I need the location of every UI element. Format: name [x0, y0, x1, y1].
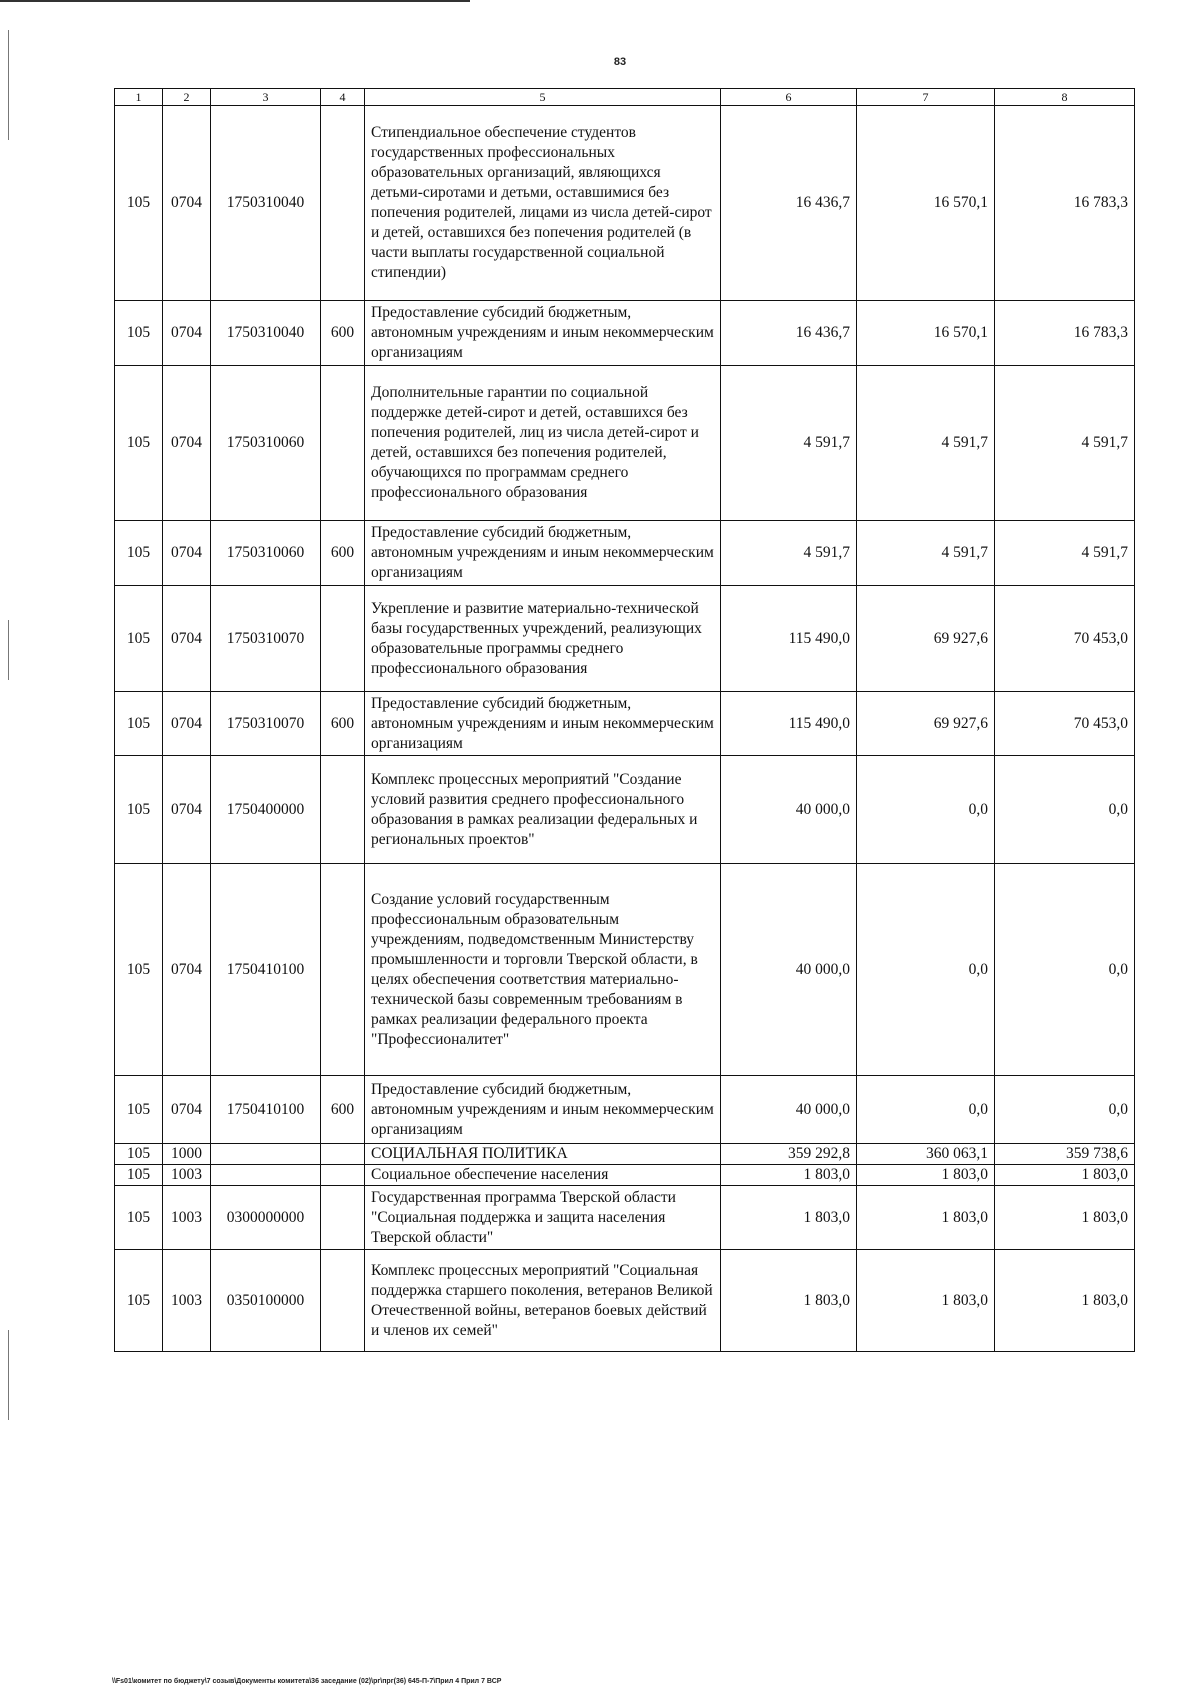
row-description: Предоставление субсидий бюджетным, автономным учреждениям и иным некоммерческим организациям — [365, 521, 721, 586]
scan-mark — [8, 1330, 9, 1420]
table-row — [115, 1076, 1135, 1144]
amount-col7: 69 927,6 — [857, 586, 995, 692]
target-article-code: 1750410100 — [211, 1076, 321, 1144]
table-row — [115, 366, 1135, 521]
scan-mark — [8, 620, 9, 680]
ministry-code: 105 — [115, 586, 163, 692]
scan-border-line — [0, 0, 470, 2]
section-code: 0704 — [163, 521, 211, 586]
section-code: 0704 — [163, 756, 211, 864]
amount-col8: 16 783,3 — [995, 106, 1135, 301]
amount-col7: 16 570,1 — [857, 106, 995, 301]
target-article-code: 0350100000 — [211, 1250, 321, 1352]
expense-type-code — [321, 756, 365, 864]
expense-type-code: 600 — [321, 692, 365, 756]
amount-col7: 0,0 — [857, 756, 995, 864]
amount-col8: 70 453,0 — [995, 586, 1135, 692]
ministry-code: 105 — [115, 521, 163, 586]
page-number: 83 — [613, 56, 627, 68]
expense-type-code — [321, 1144, 365, 1165]
amount-col7: 1 803,0 — [857, 1186, 995, 1250]
amount-col6: 1 803,0 — [721, 1250, 857, 1352]
expense-type-code — [321, 586, 365, 692]
expense-type-code — [321, 1165, 365, 1186]
row-description: Предоставление субсидий бюджетным, автономным учреждениям и иным некоммерческим организациям — [365, 1076, 721, 1144]
amount-col7: 360 063,1 — [857, 1144, 995, 1165]
row-description: Создание условий государственным профессиональным образовательным учреждениям, подведомственным Министерству промышленности и торговли Тверской области, в целях обеспечения соответствия материально-технической базы современным требованиям в рамках реализации федерального проекта "Профессионалитет" — [365, 864, 721, 1076]
expense-type-code — [321, 1186, 365, 1250]
section-code: 0704 — [163, 692, 211, 756]
row-description: Государственная программа Тверской области "Социальная поддержка и защита населения Тверской области" — [365, 1186, 721, 1250]
amount-col6: 4 591,7 — [721, 521, 857, 586]
expense-type-code: 600 — [321, 521, 365, 586]
target-article-code — [211, 1165, 321, 1186]
table-row — [115, 1144, 1135, 1165]
target-article-code: 1750310060 — [211, 366, 321, 521]
section-code: 0704 — [163, 864, 211, 1076]
table-row — [115, 586, 1135, 692]
section-code: 0704 — [163, 586, 211, 692]
amount-col8: 0,0 — [995, 756, 1135, 864]
target-article-code: 1750400000 — [211, 756, 321, 864]
amount-col7: 16 570,1 — [857, 301, 995, 366]
amount-col7: 0,0 — [857, 1076, 995, 1144]
amount-col8: 359 738,6 — [995, 1144, 1135, 1165]
scan-mark — [8, 30, 9, 140]
section-code: 0704 — [163, 366, 211, 521]
target-article-code: 0300000000 — [211, 1186, 321, 1250]
row-description: Комплекс процессных мероприятий "Социальная поддержка старшего поколения, ветеранов Великой Отечественной войны, ветеранов боевых действий и членов их семей" — [365, 1250, 721, 1352]
amount-col6: 16 436,7 — [721, 106, 857, 301]
ministry-code: 105 — [115, 756, 163, 864]
amount-col8: 0,0 — [995, 864, 1135, 1076]
expense-type-code — [321, 106, 365, 301]
amount-col8: 70 453,0 — [995, 692, 1135, 756]
ministry-code: 105 — [115, 1144, 163, 1165]
column-number: 6 — [721, 89, 857, 106]
amount-col8: 0,0 — [995, 1076, 1135, 1144]
target-article-code: 1750310040 — [211, 301, 321, 366]
row-description: Социальное обеспечение населения — [365, 1165, 721, 1186]
row-description: Укрепление и развитие материально-технической базы государственных учреждений, реализующих образовательные программы среднего профессионального образования — [365, 586, 721, 692]
row-description: Стипендиальное обеспечение студентов государственных профессиональных образовательных организаций, являющихся детьми-сиротами и детьми, оставшимися без попечения родителей, лицами из числа детей-сирот и детей, оставшихся без попечения родителей (в части выплаты государственной социальной стипендии) — [365, 106, 721, 301]
row-description: Предоставление субсидий бюджетным, автономным учреждениям и иным некоммерческим организациям — [365, 301, 721, 366]
section-code: 0704 — [163, 106, 211, 301]
column-number: 2 — [163, 89, 211, 106]
ministry-code: 105 — [115, 1250, 163, 1352]
amount-col6: 16 436,7 — [721, 301, 857, 366]
ministry-code: 105 — [115, 366, 163, 521]
amount-col8: 16 783,3 — [995, 301, 1135, 366]
expense-type-code — [321, 366, 365, 521]
amount-col8: 1 803,0 — [995, 1250, 1135, 1352]
file-path-footer: \\Fs01\комитет по бюджету\7 созыв\Документы комитета\36 заседание (02)\рг\прг(36) 645-П-7\Прил 4 Прил 7 ВСР — [112, 1678, 502, 1685]
table-row — [115, 521, 1135, 586]
amount-col6: 115 490,0 — [721, 692, 857, 756]
row-description: Дополнительные гарантии по социальной поддержке детей-сирот и детей, оставшихся без попечения родителей, лиц из числа детей-сирот и детей, оставшихся без попечения родителей, обучающихся по программам среднего профессионального образования — [365, 366, 721, 521]
amount-col6: 4 591,7 — [721, 366, 857, 521]
section-code: 1003 — [163, 1165, 211, 1186]
target-article-code: 1750310040 — [211, 106, 321, 301]
table-row — [115, 864, 1135, 1076]
expense-type-code — [321, 1250, 365, 1352]
amount-col7: 69 927,6 — [857, 692, 995, 756]
amount-col6: 40 000,0 — [721, 1076, 857, 1144]
column-number: 4 — [321, 89, 365, 106]
amount-col7: 1 803,0 — [857, 1165, 995, 1186]
ministry-code: 105 — [115, 1186, 163, 1250]
amount-col6: 40 000,0 — [721, 756, 857, 864]
amount-col6: 115 490,0 — [721, 586, 857, 692]
row-description: Предоставление субсидий бюджетным, автономным учреждениям и иным некоммерческим организациям — [365, 692, 721, 756]
ministry-code: 105 — [115, 106, 163, 301]
column-number-row — [115, 89, 1135, 106]
amount-col7: 4 591,7 — [857, 521, 995, 586]
column-number: 1 — [115, 89, 163, 106]
amount-col7: 0,0 — [857, 864, 995, 1076]
table-row — [115, 756, 1135, 864]
amount-col8: 4 591,7 — [995, 521, 1135, 586]
table-row — [115, 1165, 1135, 1186]
expense-type-code — [321, 864, 365, 1076]
section-code: 1003 — [163, 1250, 211, 1352]
ministry-code: 105 — [115, 864, 163, 1076]
amount-col6: 1 803,0 — [721, 1165, 857, 1186]
amount-col6: 1 803,0 — [721, 1186, 857, 1250]
ministry-code: 105 — [115, 301, 163, 366]
ministry-code: 105 — [115, 1165, 163, 1186]
column-number: 7 — [857, 89, 995, 106]
row-description: Комплекс процессных мероприятий "Создание условий развития среднего профессионального образования в рамках реализации федеральных и региональных проектов" — [365, 756, 721, 864]
column-number: 3 — [211, 89, 321, 106]
amount-col6: 359 292,8 — [721, 1144, 857, 1165]
budget-table — [114, 88, 1135, 1352]
section-code: 0704 — [163, 1076, 211, 1144]
table-row — [115, 301, 1135, 366]
table-row — [115, 106, 1135, 301]
section-code: 1000 — [163, 1144, 211, 1165]
row-description: СОЦИАЛЬНАЯ ПОЛИТИКА — [365, 1144, 721, 1165]
target-article-code: 1750310070 — [211, 692, 321, 756]
section-code: 1003 — [163, 1186, 211, 1250]
amount-col8: 4 591,7 — [995, 366, 1135, 521]
amount-col7: 4 591,7 — [857, 366, 995, 521]
target-article-code: 1750310070 — [211, 586, 321, 692]
amount-col8: 1 803,0 — [995, 1165, 1135, 1186]
section-code: 0704 — [163, 301, 211, 366]
expense-type-code: 600 — [321, 301, 365, 366]
expense-type-code: 600 — [321, 1076, 365, 1144]
target-article-code — [211, 1144, 321, 1165]
target-article-code: 1750410100 — [211, 864, 321, 1076]
target-article-code: 1750310060 — [211, 521, 321, 586]
amount-col8: 1 803,0 — [995, 1186, 1135, 1250]
table-row — [115, 1250, 1135, 1352]
table-row — [115, 692, 1135, 756]
amount-col7: 1 803,0 — [857, 1250, 995, 1352]
table-row — [115, 1186, 1135, 1250]
ministry-code: 105 — [115, 692, 163, 756]
column-number: 5 — [365, 89, 721, 106]
column-number: 8 — [995, 89, 1135, 106]
ministry-code: 105 — [115, 1076, 163, 1144]
amount-col6: 40 000,0 — [721, 864, 857, 1076]
